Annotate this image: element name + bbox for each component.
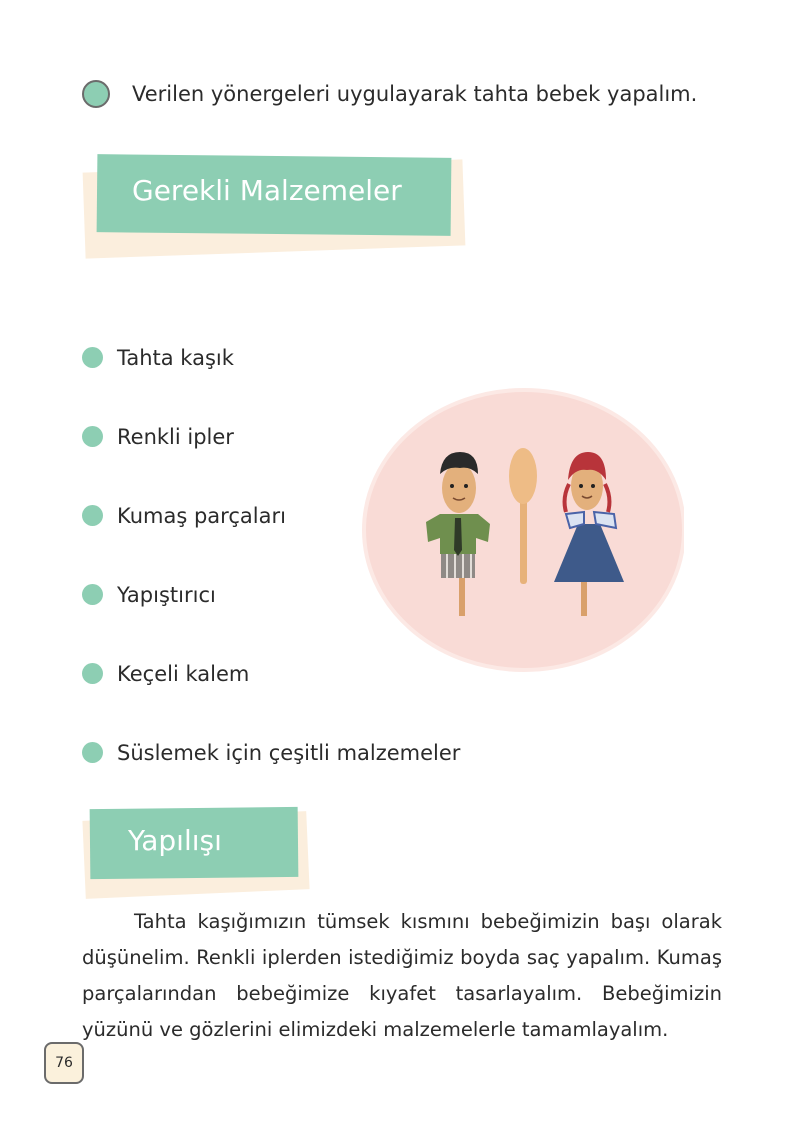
list-item [82,713,460,792]
procedure-banner [80,804,316,900]
page-number: 76 [44,1042,84,1084]
bullet-dot-icon [82,742,103,763]
bullet-dot-icon [82,505,103,526]
list-item-label: Tahta kaşık [117,345,234,370]
circle-bullet-icon [82,80,110,108]
bullet-dot-icon [82,347,103,368]
bullet-dot-icon [82,663,103,684]
procedure-paragraph: Tahta kaşığımızın tümsek kısmını bebeğimizin başı olarak düşünelim. Renkli iplerden istediğimiz boyda saç yapalım. Kumaş parçalarından bebeğimize kıyafet tasarlayalım. Bebeğimizin yüzünü ve gözlerini elimizdeki malzemelerle tamamlayalım. [82,910,722,1041]
list-item [82,318,460,397]
list-item-label: Kumaş parçaları [117,503,286,528]
list-item-label: Renkli ipler [117,424,234,449]
bullet-dot-icon [82,426,103,447]
intro-text: Verilen yönergeleri uygulayarak tahta bebek yapalım. [132,82,698,106]
list-item-label: Keçeli kalem [117,661,250,686]
list-item-label: Süslemek için çeşitli malzemeler [117,740,461,765]
intro-line [82,80,697,108]
wooden-spoon-dolls-illustration [362,388,684,672]
materials-heading: Gerekli Malzemeler [132,174,402,207]
list-item-label: Yapıştırıcı [117,582,216,607]
materials-banner [80,152,470,256]
procedure-heading: Yapılışı [128,824,222,857]
bullet-dot-icon [82,584,103,605]
